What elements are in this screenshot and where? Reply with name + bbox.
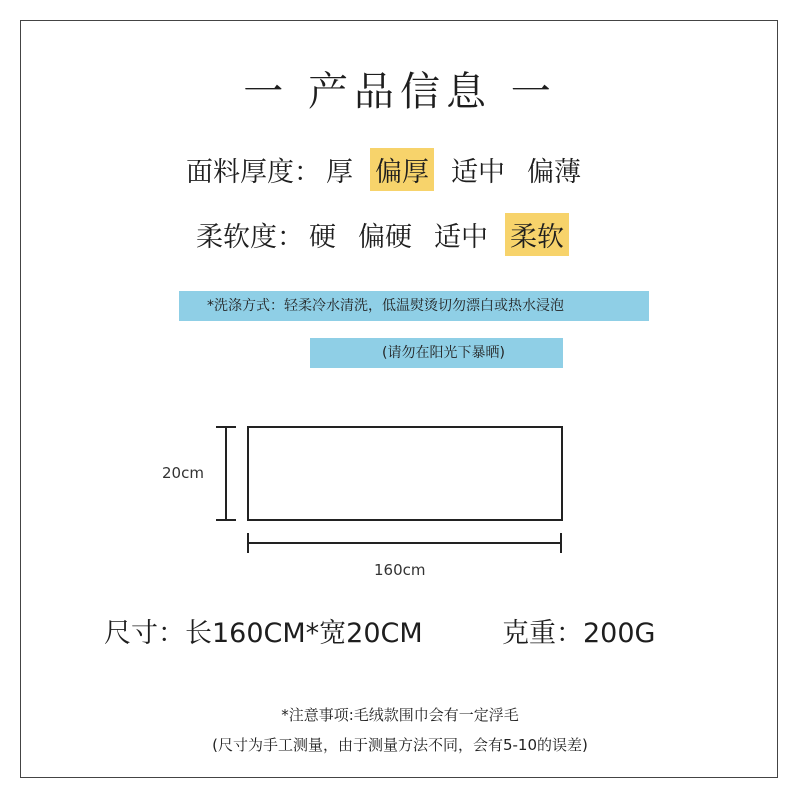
softness-option: 硬 bbox=[309, 222, 336, 253]
softness-option: 偏硬 bbox=[358, 222, 412, 253]
thickness-option: 偏厚 bbox=[370, 148, 434, 191]
scarf-outline bbox=[248, 427, 562, 520]
height-dimension-line bbox=[216, 427, 236, 520]
sun-warning-band: (请勿在阳光下暴晒) bbox=[310, 338, 563, 368]
note-line-1: *注意事项:毛绒款围巾会有一定浮毛 bbox=[281, 706, 519, 724]
note-line-2: (尺寸为手工测量，由于测量方法不同，会有5-10的误差) bbox=[212, 736, 588, 754]
softness-option: 柔软 bbox=[505, 213, 569, 256]
weight-spec: 克重：200G bbox=[502, 618, 656, 649]
softness-option: 适中 bbox=[434, 222, 488, 253]
softness-label: 柔软度： bbox=[196, 222, 304, 253]
thickness-option: 适中 bbox=[451, 157, 505, 188]
width-label: 160cm bbox=[374, 561, 426, 579]
thickness-option: 偏薄 bbox=[527, 157, 581, 188]
height-label: 20cm bbox=[162, 464, 204, 482]
page-title: 一 产品信息 一 bbox=[243, 69, 557, 115]
wash-instructions-band: *洗涤方式：轻柔冷水清洗，低温熨烫切勿漂白或热水浸泡 bbox=[179, 291, 649, 321]
width-dimension-line bbox=[248, 533, 561, 553]
thickness-label: 面料厚度： bbox=[186, 157, 321, 188]
thickness-option: 厚 bbox=[326, 157, 353, 188]
size-spec: 尺寸：长160CM*宽20CM bbox=[104, 618, 423, 649]
